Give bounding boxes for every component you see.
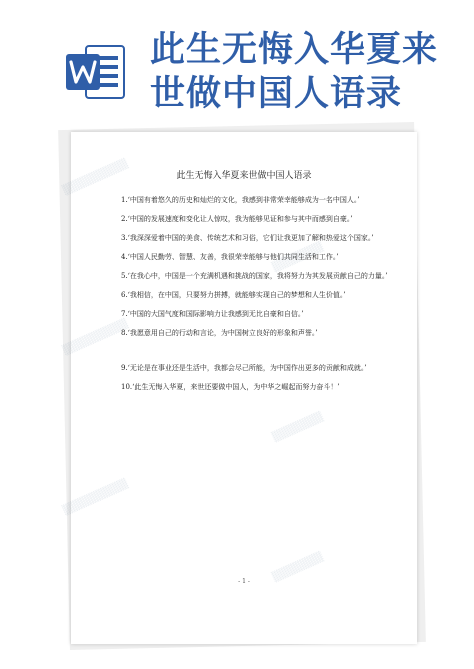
document-title: 此生无悔入华夏来世做中国人语录 [176,171,312,181]
list-item: 1.‘中国有着悠久的历史和灿烂的文化，我感到非常荣幸能够成为一名中国人。’ [121,196,360,204]
quote-list [107,192,405,398]
watermark: ▒▒▒▒▒▒▒ [271,411,325,444]
watermark: ▒▒▒▒▒▒▒▒▒ [61,158,130,197]
list-item: 7.‘中国的大国气度和国际影响力让我感到无比自豪和自信。’ [121,310,304,318]
list-item: 8.‘我愿意用自己的行动和言论，为中国树立良好的形象和声誉。’ [121,329,318,337]
header-banner [0,0,474,118]
banner-title-line-1: 此生无悔入华夏来 [150,30,439,70]
list-item: 5.‘在我心中，中国是一个充满机遇和挑战的国家，我将努力为其发展贡献自己的力量。’ [121,272,388,280]
watermark: ▒▒▒▒▒▒▒ [271,241,325,274]
list-item: 4.‘中国人民勤劳、智慧、友善，我很荣幸能够与他们共同生活和工作。’ [121,253,339,261]
list-item: 6.‘我相信，在中国，只要努力拼搏，就能够实现自己的梦想和人生价值。’ [121,291,346,299]
watermark: ▒▒▒▒▒▒▒▒▒ [61,478,130,517]
banner-title-line-2: 世做中国人语录 [150,74,403,114]
page-number: - 1 - [238,578,250,585]
list-item: 3.‘我深深爱着中国的美食、传统艺术和习俗，它们让我更加了解和热爱这个国家。’ [121,234,374,242]
list-item: 2.‘中国的发展速度和变化让人惊叹，我为能够见证和参与其中而感到自豪。’ [121,215,353,223]
list-item: 10.‘此生无悔入华夏，来世还要做中国人，为中华之崛起而努力奋斗！’ [121,383,340,391]
banner-title [150,28,466,116]
word-document-icon [64,40,128,104]
watermark: ▒▒▒▒▒▒▒ [271,551,325,584]
document-page [61,132,417,644]
list-item: 9.‘无论是在事业还是生活中，我都会尽己所能，为中国作出更多的贡献和成就。’ [121,364,367,372]
watermark: ▒▒▒▒▒▒▒▒▒ [61,318,130,357]
